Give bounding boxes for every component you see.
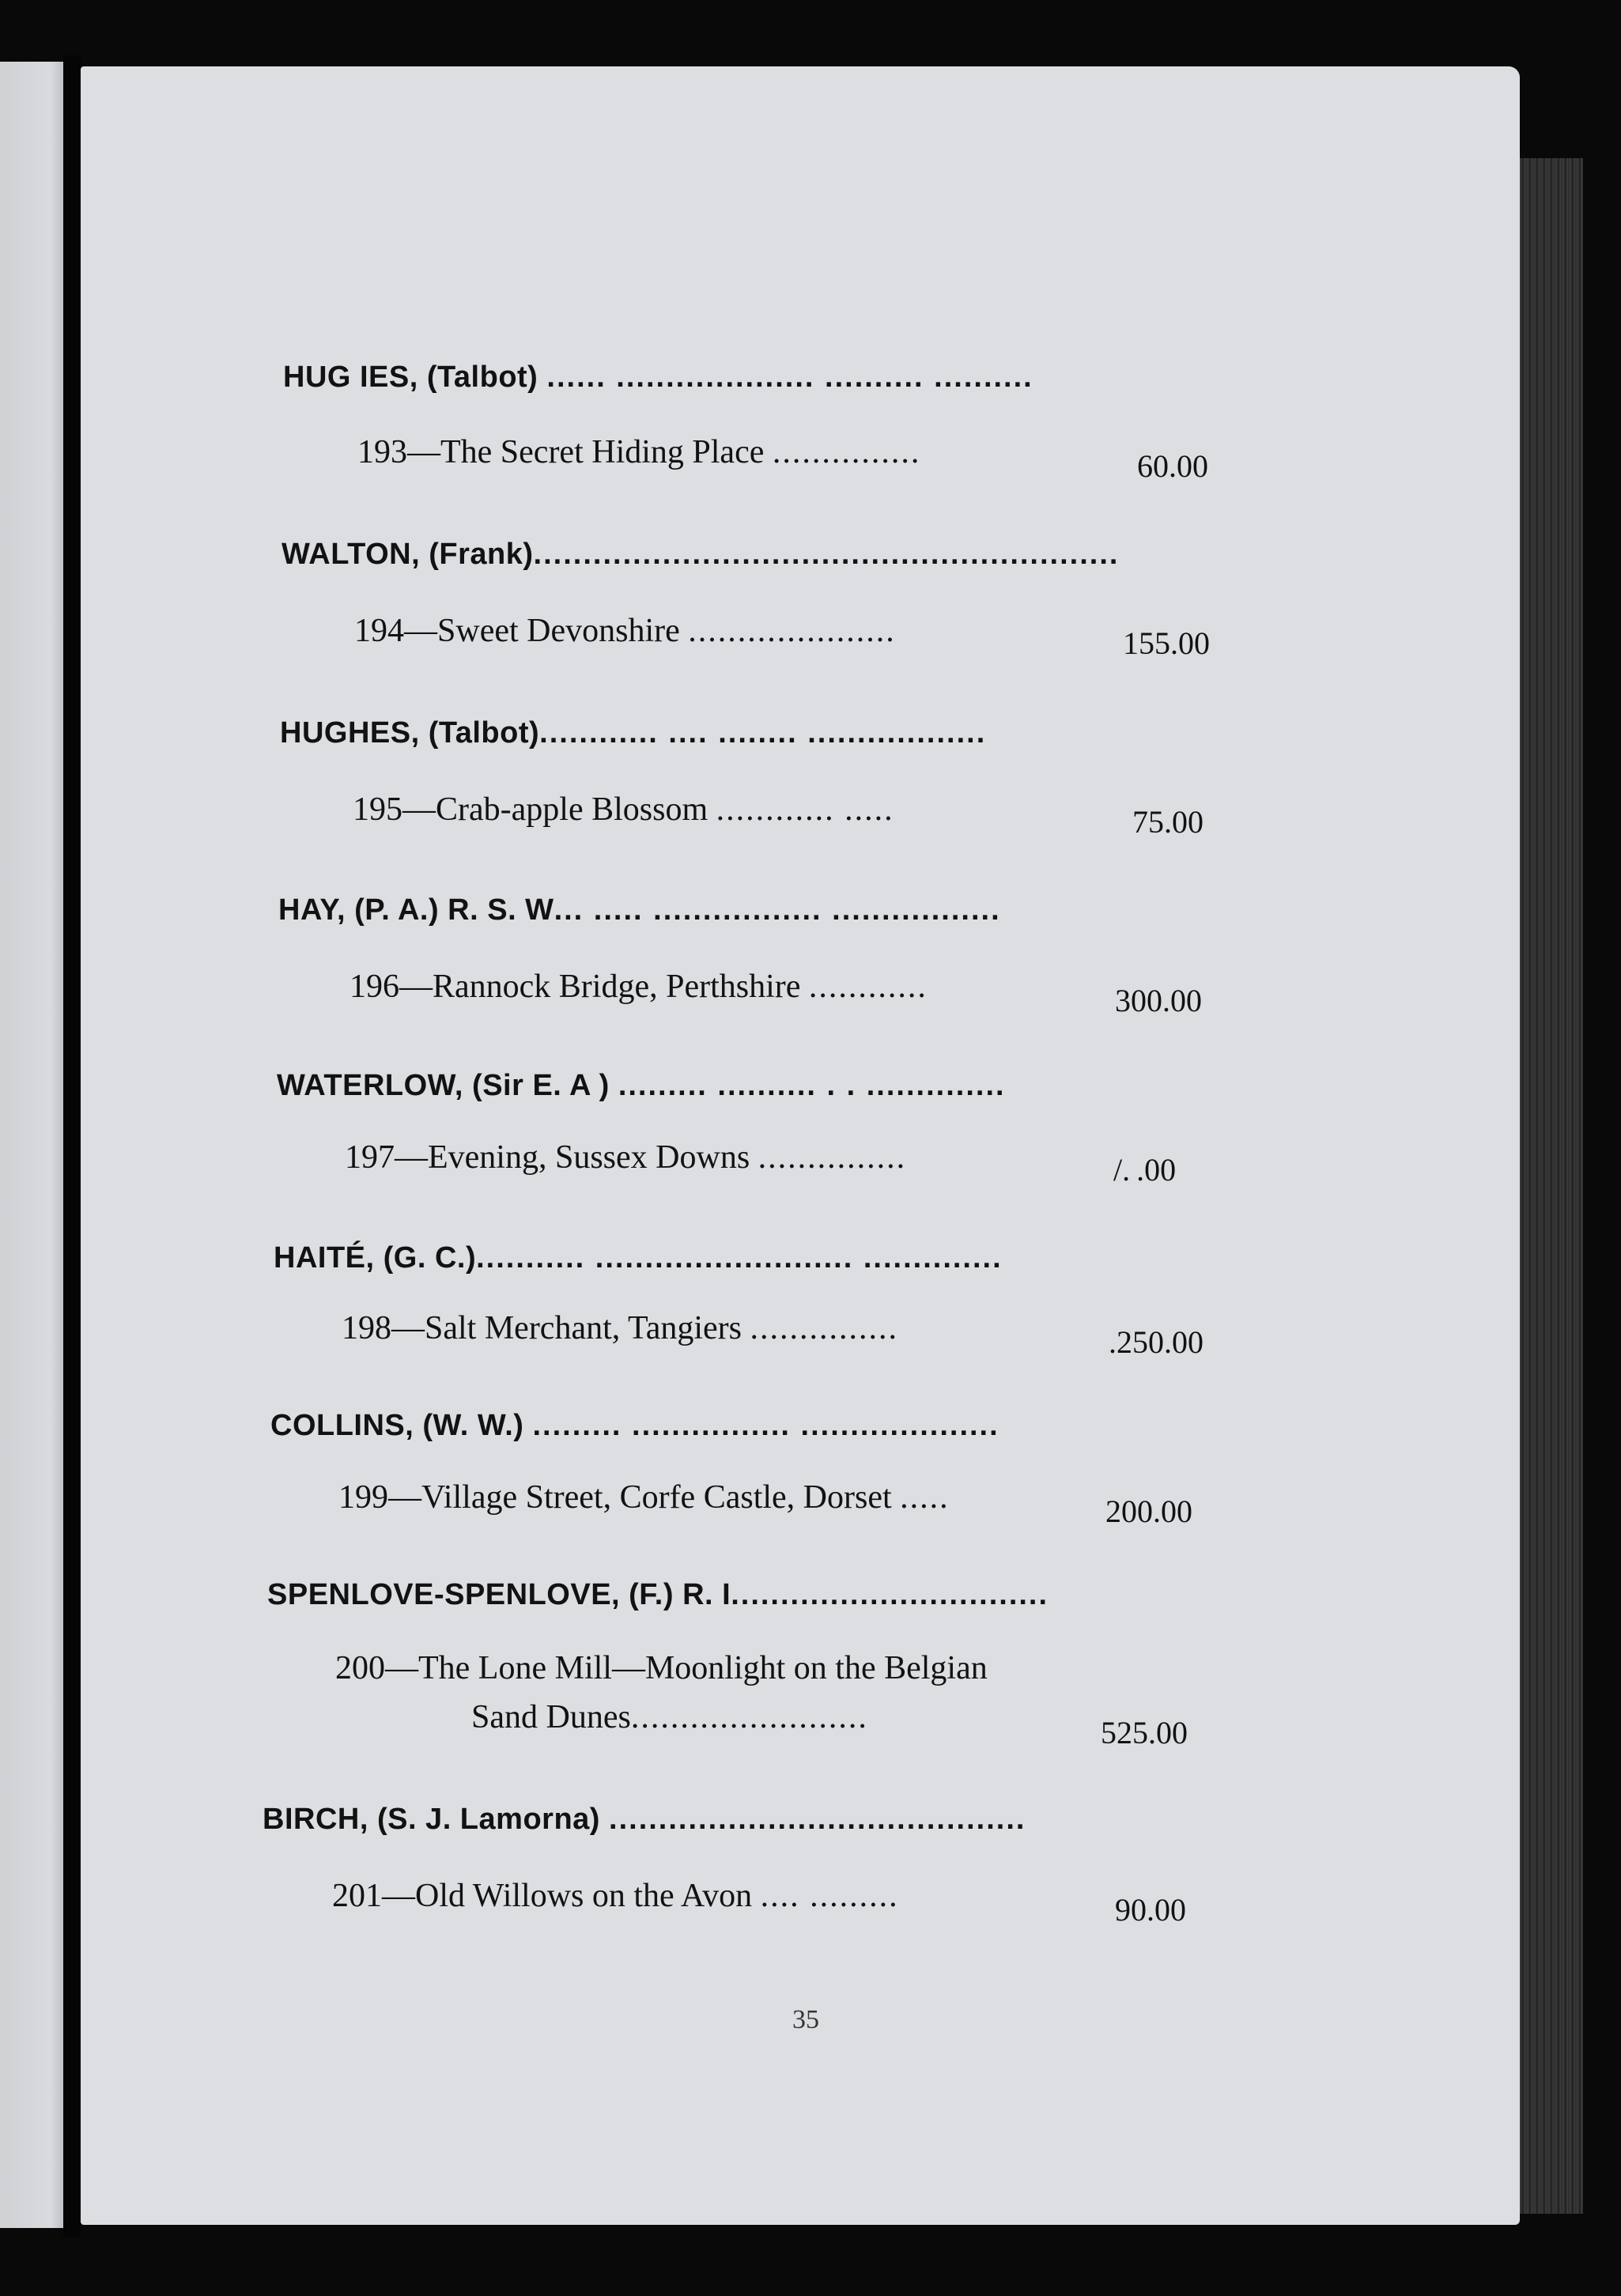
item-price: 75.00 — [1132, 804, 1203, 840]
artist-heading: HUGHES, (Talbot)............ .... ........ .................. — [280, 716, 987, 750]
page-stack-edge — [1518, 158, 1583, 2214]
item-price: 525.00 — [1101, 1715, 1188, 1750]
item-price: 200.00 — [1105, 1494, 1192, 1529]
item-price: 155.00 — [1123, 625, 1210, 661]
artist-heading: HUG IES, (Talbot) ...... .................... .......... .......... — [283, 361, 1033, 394]
page-number: 35 — [792, 2005, 819, 2034]
catalogue-item: 193—The Secret Hiding Place ............... — [357, 434, 921, 470]
catalogue-page — [81, 66, 1520, 2225]
catalogue-item: 197—Evening, Sussex Downs ............... — [345, 1139, 907, 1176]
item-price: 60.00 — [1137, 448, 1208, 484]
catalogue-item: 201—Old Willows on the Avon .... ......... — [332, 1878, 899, 1914]
book-gutter — [63, 55, 81, 2237]
catalogue-item: 195—Crab-apple Blossom ............ ..... — [353, 791, 894, 828]
item-price: .250.00 — [1109, 1324, 1203, 1360]
catalogue-item: 200—The Lone Mill—Moonlight on the Belgian — [335, 1650, 988, 1686]
artist-heading: HAITÉ, (G. C.)........... .......................... .............. — [274, 1241, 1003, 1275]
artist-heading: COLLINS, (W. W.) ......... ................ .................... — [270, 1409, 999, 1442]
item-price: 90.00 — [1115, 1892, 1186, 1928]
item-price: 300.00 — [1115, 983, 1202, 1018]
catalogue-item: 196—Rannock Bridge, Perthshire ............ — [350, 969, 928, 1005]
artist-heading: HAY, (P. A.) R. S. W... ..... ................. ................. — [278, 893, 1001, 927]
catalogue-item-continuation: Sand Dunes........................ — [471, 1699, 868, 1735]
catalogue-item: 198—Salt Merchant, Tangiers ............... — [342, 1310, 899, 1346]
artist-heading: WATERLOW, (Sir E. A ) ......... .......... . . .............. — [277, 1069, 1006, 1102]
item-price: /. .00 — [1113, 1152, 1177, 1188]
artist-heading: BIRCH, (S. J. Lamorna) .......................................... — [263, 1803, 1026, 1836]
facing-page-edge — [0, 62, 63, 2228]
catalogue-item: 199—Village Street, Corfe Castle, Dorset ..... — [338, 1479, 950, 1516]
artist-heading: WALTON, (Frank)........................................................... — [282, 538, 1120, 571]
catalogue-item: 194—Sweet Devonshire ..................... — [354, 613, 896, 649]
artist-heading: SPENLOVE-SPENLOVE, (F.) R. I................................ — [267, 1578, 1049, 1611]
